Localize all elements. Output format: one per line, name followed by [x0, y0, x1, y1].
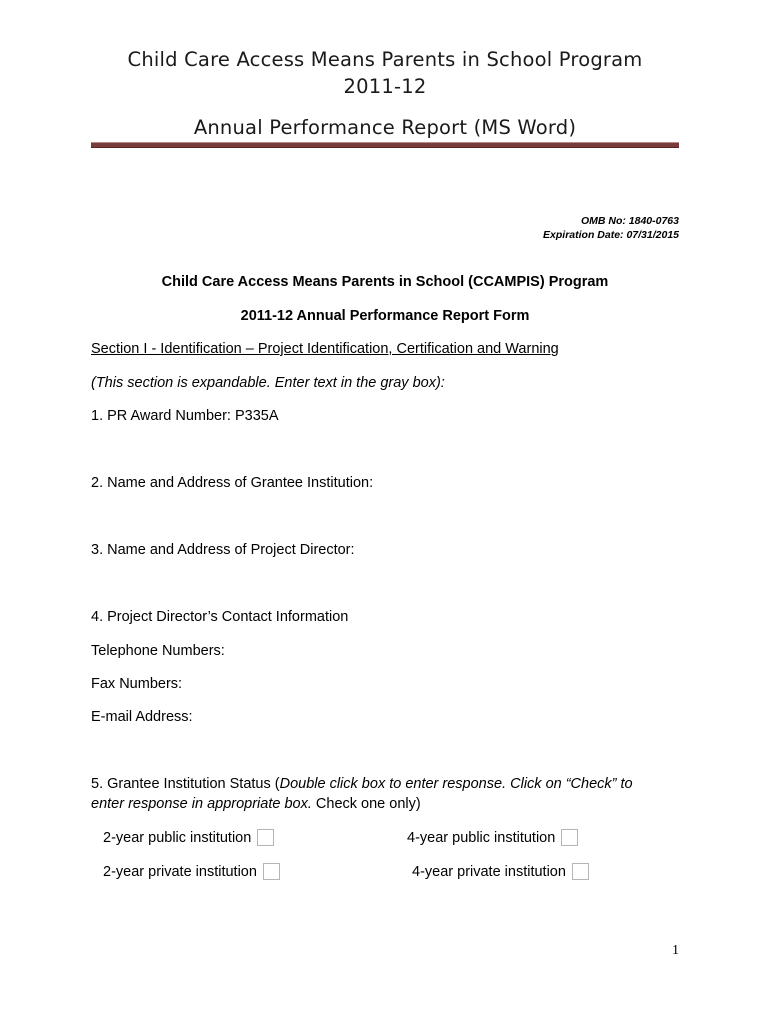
- telephone-label: Telephone Numbers:: [91, 643, 225, 659]
- page-number: 1: [672, 943, 679, 958]
- report-title-line-2: 2011-12: [343, 75, 427, 98]
- checkbox-4yr-private[interactable]: [572, 863, 589, 880]
- director-contact-label: 4. Project Director’s Contact Information: [91, 609, 349, 625]
- checkbox-2yr-public[interactable]: [257, 829, 274, 846]
- email-label: E-mail Address:: [91, 709, 193, 725]
- option-4yr-private-label: 4-year private institution: [412, 863, 566, 880]
- checkbox-2yr-private[interactable]: [263, 863, 280, 880]
- option-2yr-private[interactable]: [103, 863, 280, 880]
- header-divider: [91, 142, 679, 148]
- status-label-line-2: [91, 796, 421, 812]
- report-title-line-3: Annual Performance Report (MS Word): [193, 116, 577, 139]
- option-4yr-private[interactable]: [412, 863, 589, 880]
- form-title: 2011-12 Annual Performance Report Form: [240, 308, 530, 324]
- option-4yr-public[interactable]: [407, 829, 578, 846]
- option-2yr-public[interactable]: [103, 829, 274, 846]
- status-label-italic-2: enter response in appropriate box.: [91, 796, 312, 812]
- program-title: Child Care Access Means Parents in School (CCAMPIS) Program: [161, 274, 609, 290]
- grantee-name-label: 2. Name and Address of Grantee Institution:: [91, 475, 374, 491]
- status-label-italic-1: Double click box to enter response. Click on “Check” to: [279, 776, 633, 792]
- option-2yr-private-label: 2-year private institution: [103, 863, 257, 880]
- omb-number: OMB No: 1840-0763: [580, 215, 679, 227]
- report-title-line-1: Child Care Access Means Parents in School Program: [127, 48, 643, 71]
- status-label-line-1: [91, 776, 633, 792]
- award-number-label: 1. PR Award Number: P335A: [91, 408, 279, 424]
- checkbox-4yr-public[interactable]: [561, 829, 578, 846]
- section-note: (This section is expandable. Enter text in the gray box):: [91, 375, 445, 391]
- section-heading: Section I - Identification – Project Identification, Certification and Warning: [91, 341, 559, 357]
- status-label-start: 5. Grantee Institution Status (: [91, 776, 280, 792]
- omb-expiration: Expiration Date: 07/31/2015: [543, 229, 679, 241]
- option-4yr-public-label: 4-year public institution: [407, 829, 556, 846]
- fax-label: Fax Numbers:: [91, 676, 183, 692]
- option-2yr-public-label: 2-year public institution: [103, 829, 252, 846]
- status-label-end: Check one only): [311, 796, 421, 812]
- director-name-label: 3. Name and Address of Project Director:: [91, 542, 355, 558]
